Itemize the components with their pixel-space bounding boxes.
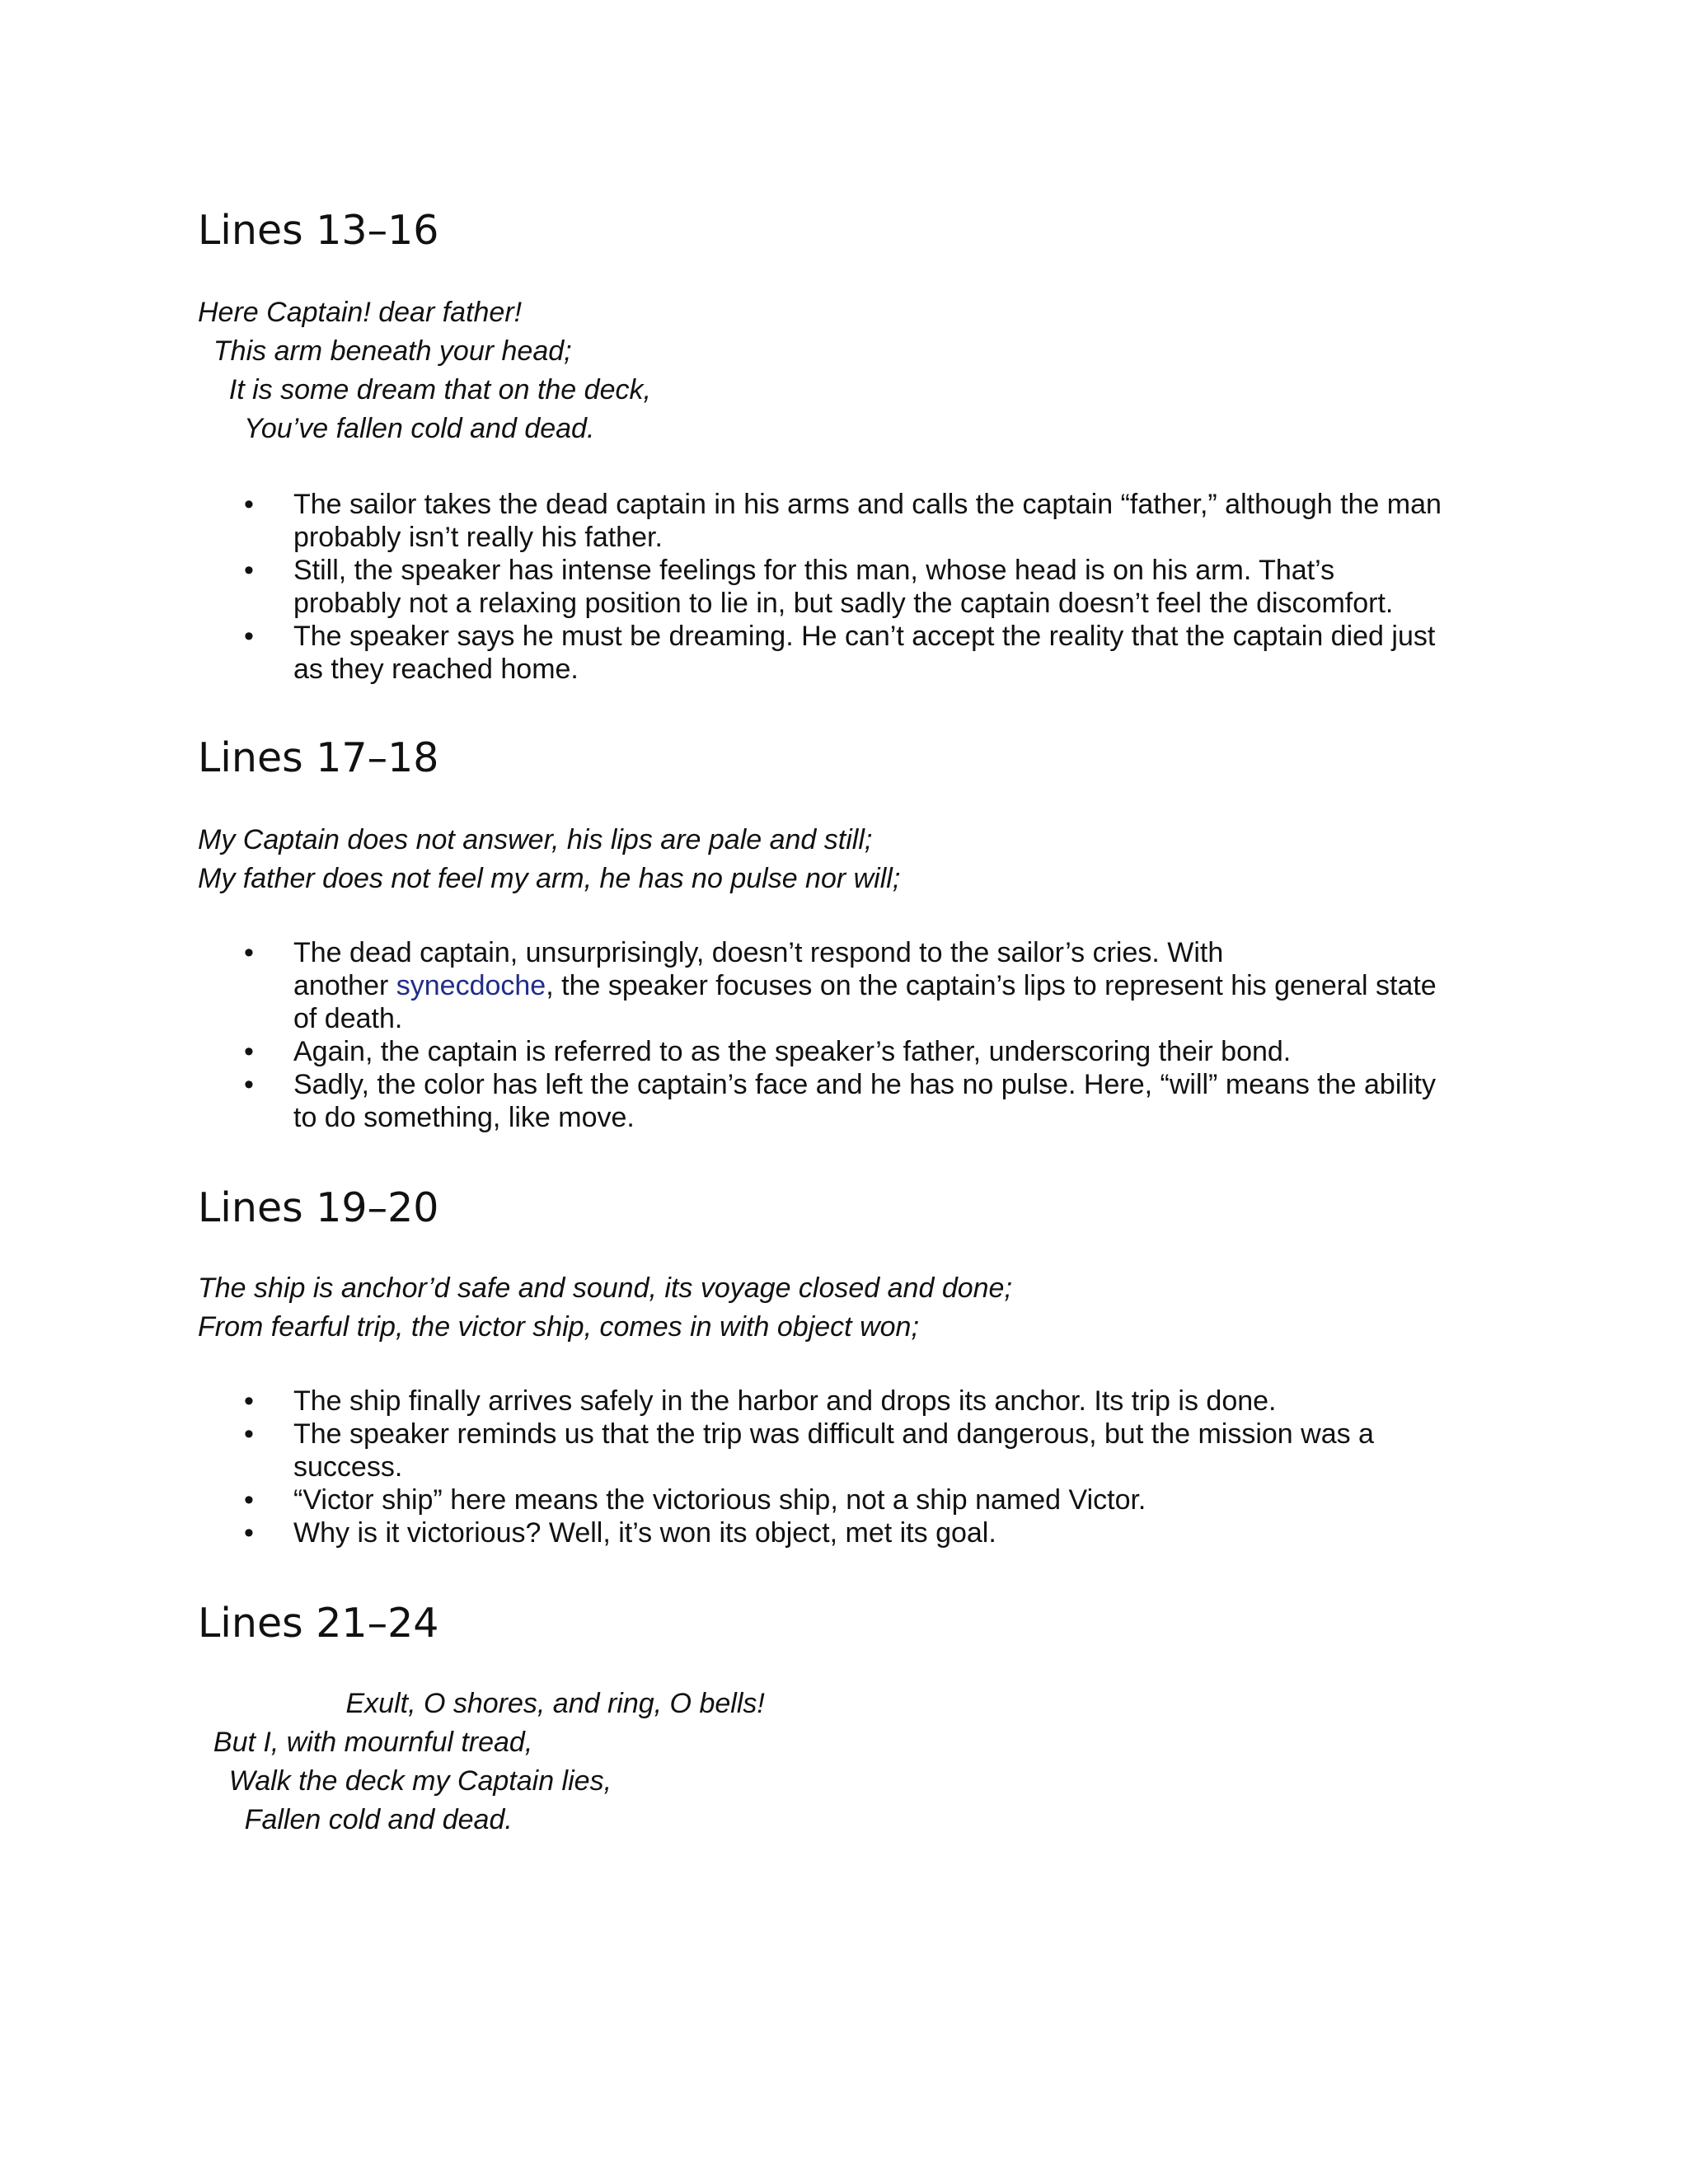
list-item [244,936,1505,1035]
bullet-icon: • [244,1484,254,1516]
bullet-icon: • [244,555,254,586]
poem-line: My father does not feel my arm, he has no pulse nor will; [198,863,901,894]
list-item [244,488,1505,554]
list-item [244,554,1505,620]
bullet-text: The speaker says he must be dreaming. He can’t accept the reality that the captain died just [293,621,1436,652]
poem-excerpt [198,821,900,898]
bullet-icon: • [244,489,254,520]
section-heading: Lines 21–24 [198,1600,439,1647]
poem-line: My Captain does not answer, his lips are pale and still; [198,824,873,855]
bullet-text: to do something, like move. [293,1102,635,1133]
bullet-icon: • [244,1069,254,1100]
bullet-list [244,936,1505,1134]
poem-line: Fallen cold and dead. [198,1804,513,1835]
bullet-list [244,488,1505,686]
bullet-text: success. [293,1451,403,1483]
bullet-text-segment: another [293,970,396,1001]
poem-excerpt [198,1269,1012,1347]
list-item [244,1483,1505,1516]
section-heading: Lines 19–20 [198,1184,439,1231]
list-item [244,1516,1505,1549]
poem-line: The ship is anchor’d safe and sound, its voyage closed and done; [198,1272,1012,1304]
bullet-icon: • [244,937,254,968]
list-item [244,1068,1505,1134]
bullet-text: probably isn’t really his father. [293,522,663,553]
bullet-icon: • [244,1517,254,1549]
poem-line: It is some dream that on the deck, [198,374,651,405]
bullet-text: The speaker reminds us that the trip was difficult and dangerous, but the mission was a [293,1418,1374,1450]
bullet-text: Again, the captain is referred to as the speaker’s father, underscoring their bond. [293,1036,1292,1067]
poem-line: From fearful trip, the victor ship, comes in with object won; [198,1311,919,1343]
section-heading: Lines 17–18 [198,734,439,781]
bullet-list [244,1385,1505,1549]
bullet-icon: • [244,621,254,652]
poem-line: Walk the deck my Captain lies, [198,1765,612,1797]
poem-line: But I, with mournful tread, [198,1727,533,1758]
synecdoche-link[interactable]: synecdoche [396,970,546,1001]
list-item [244,1418,1505,1483]
bullet-text: of death. [293,1003,403,1034]
bullet-text-segment: , the speaker focuses on the captain’s lips to represent his general state [546,970,1437,1001]
bullet-icon: • [244,1036,254,1067]
bullet-text: The dead captain, unsurprisingly, doesn’t respond to the sailor’s cries. With [293,937,1224,968]
list-item [244,1385,1505,1418]
poem-line: Here Captain! dear father! [198,297,523,328]
bullet-text: The sailor takes the dead captain in his arms and calls the captain “father,” although the man [293,489,1442,520]
poem-excerpt [198,1685,765,1840]
poem-excerpt [198,293,651,448]
bullet-text: “Victor ship” here means the victorious ship, not a ship named Victor. [293,1484,1146,1516]
bullet-text: Sadly, the color has left the captain’s face and he has no pulse. Here, “will” means the ability [293,1069,1436,1100]
list-item [244,620,1505,686]
poem-line: This arm beneath your head; [198,335,572,367]
poem-line: You’ve fallen cold and dead. [198,413,595,444]
bullet-text [293,969,1505,1002]
bullet-text: probably not a relaxing position to lie in, but sadly the captain doesn’t feel the discomfort. [293,588,1394,619]
bullet-icon: • [244,1385,254,1417]
bullet-text: The ship finally arrives safely in the harbor and drops its anchor. Its trip is done. [293,1385,1277,1417]
bullet-text: as they reached home. [293,654,579,685]
section-heading: Lines 13–16 [198,207,439,254]
bullet-icon: • [244,1418,254,1450]
bullet-text: Why is it victorious? Well, it’s won its object, met its goal. [293,1517,996,1549]
poem-line: Exult, O shores, and ring, O bells! [198,1688,765,1719]
list-item [244,1035,1505,1068]
bullet-text: Still, the speaker has intense feelings for this man, whose head is on his arm. That’s [293,555,1335,586]
